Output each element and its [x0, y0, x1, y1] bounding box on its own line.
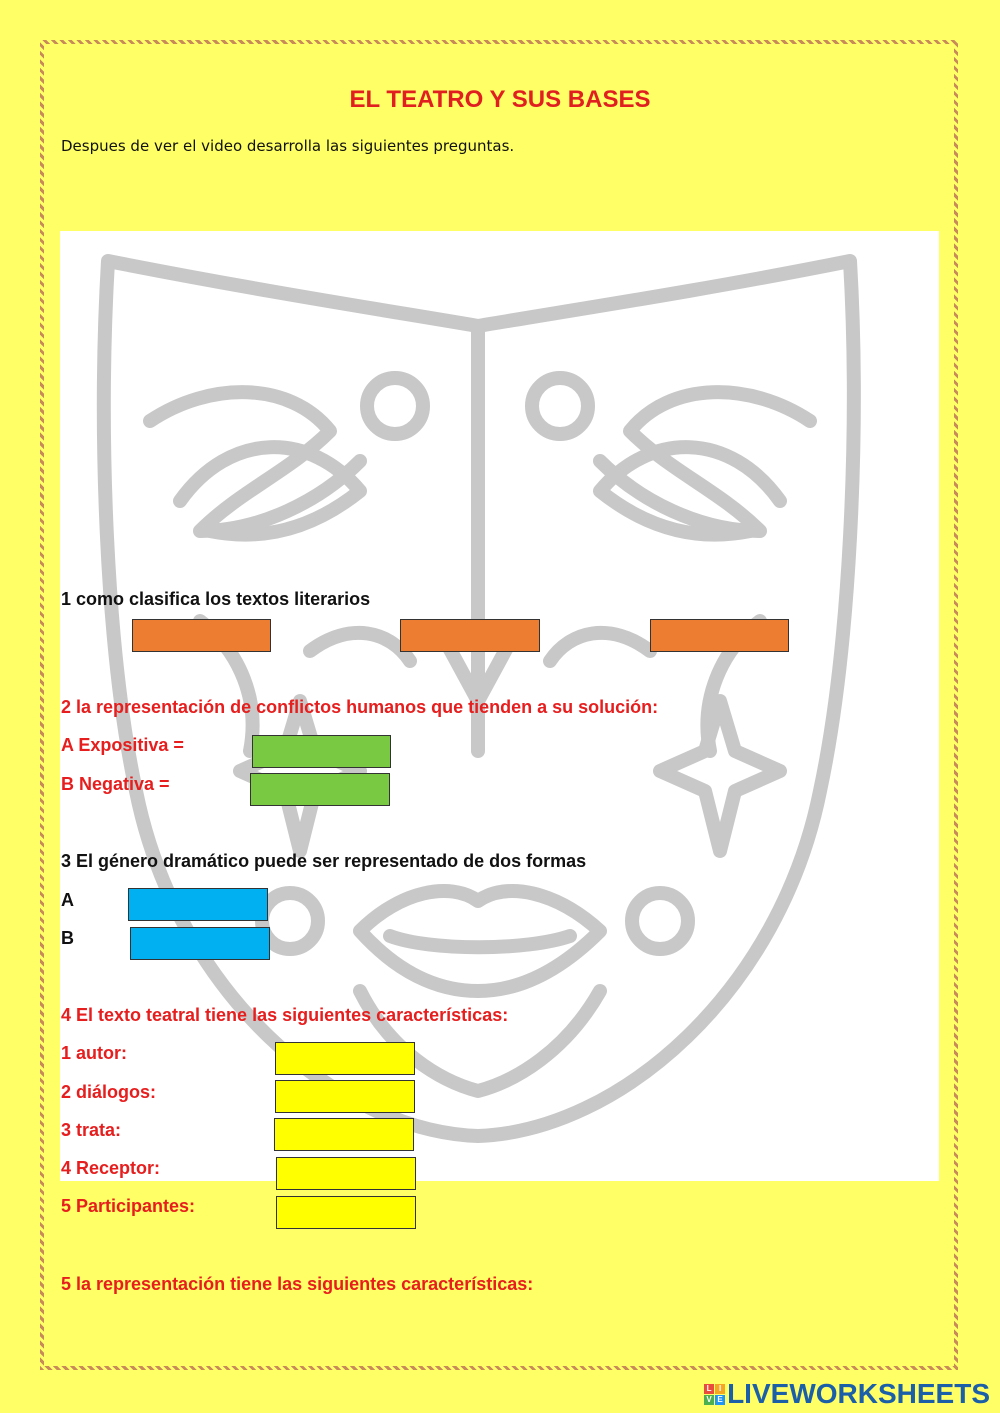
question-4-label-4: 4 Receptor:	[61, 1158, 161, 1178]
answer-box-4-2[interactable]	[275, 1080, 415, 1113]
question-3-label-a: A	[61, 890, 74, 910]
question-5: 5 la representación tiene las siguientes características:	[61, 1274, 534, 1294]
logo-letter-e: E	[715, 1395, 725, 1405]
question-4-label-3: 3 trata:	[61, 1120, 122, 1140]
answer-box-4-3[interactable]	[274, 1118, 414, 1151]
instructions-text: Despues de ver el video desarrolla las siguientes preguntas.	[61, 137, 515, 155]
answer-box-2b[interactable]	[250, 773, 390, 806]
question-4-label-2: 2 diálogos:	[61, 1082, 157, 1102]
logo-letter-i: I	[715, 1384, 725, 1394]
answer-box-4-5[interactable]	[276, 1196, 416, 1229]
question-4-label-1: 1 autor:	[61, 1043, 128, 1063]
question-3-label-b: B	[61, 928, 74, 948]
answer-box-1b[interactable]	[400, 619, 540, 652]
logo-letter-l: L	[704, 1384, 714, 1394]
answer-box-3b[interactable]	[130, 927, 270, 960]
question-2-label-b: B Negativa =	[61, 774, 170, 794]
question-1: 1 como clasifica los textos literarios	[61, 589, 371, 609]
answer-box-2a[interactable]	[252, 735, 391, 768]
brand-logo-icon	[704, 1384, 725, 1405]
question-3: 3 El género dramático puede ser representado de dos formas	[61, 851, 587, 871]
answer-box-4-4[interactable]	[276, 1157, 416, 1190]
question-4-label-5: 5 Participantes:	[61, 1196, 196, 1216]
answer-box-3a[interactable]	[128, 888, 268, 921]
liveworksheets-logo	[704, 1378, 990, 1410]
answer-box-4-1[interactable]	[275, 1042, 415, 1075]
question-4: 4 El texto teatral tiene las siguientes características:	[61, 1005, 509, 1025]
logo-letter-v: V	[704, 1395, 714, 1405]
answer-box-1c[interactable]	[650, 619, 789, 652]
answer-box-1a[interactable]	[132, 619, 271, 652]
question-2: 2 la representación de conflictos humanos que tienden a su solución:	[61, 697, 659, 717]
question-2-label-a: A Expositiva =	[61, 735, 184, 755]
page-title: EL TEATRO Y SUS BASES	[349, 86, 651, 113]
brand-name: LIVEWORKSHEETS	[727, 1378, 990, 1409]
